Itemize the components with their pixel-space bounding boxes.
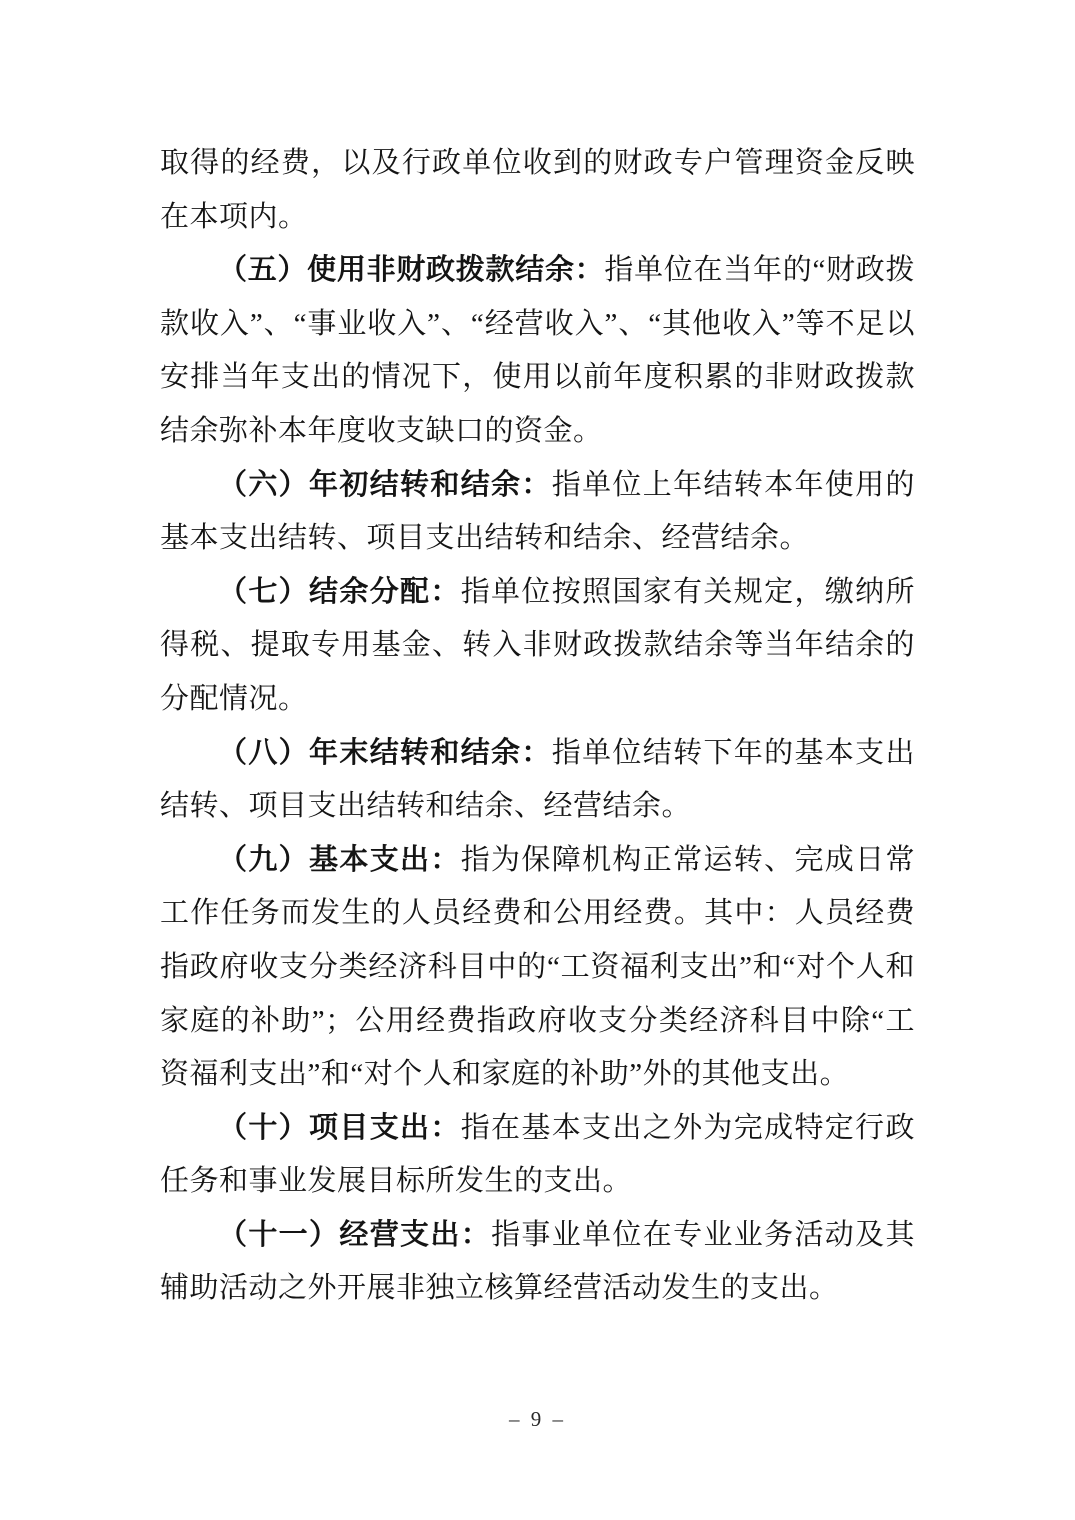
term-heading: （九）基本支出：: [218, 843, 461, 876]
paragraph-continuation: [160, 137, 915, 244]
paragraph-body: 取得的经费，以及行政单位收到的财政专户管理资金反映在本项内。: [160, 147, 915, 233]
paragraph-body: 指单位上年结转本年使用的基本支出结转、项目支出结转和结余、经营结余。: [160, 468, 915, 555]
page-number: – 9 –: [509, 1407, 566, 1431]
term-heading: （五）使用非财政拨款结余：: [218, 254, 605, 287]
paragraph-term-5: [160, 244, 915, 458]
paragraph-term-7: [160, 566, 915, 727]
term-heading: （十一）经营支出：: [218, 1218, 492, 1251]
term-heading: （八）年末结转和结余：: [218, 736, 552, 769]
page-footer: [0, 1404, 1075, 1434]
term-heading: （十）项目支出：: [218, 1111, 461, 1144]
paragraph-body: 指为保障机构正常运转、完成日常工作任务而发生的人员经费和公用经费。其中：人员经费指政府收支分类经济科目中的“工资福利支出”和“对个人和家庭的补助”；公用经费指政府收支分类经济科目中除“工资福利支出”和“对个人和家庭的补助”外的其他支出。: [160, 843, 915, 1091]
paragraph-term-10: [160, 1102, 915, 1209]
paragraph-body: 指单位在当年的“财政拨款收入”、“事业收入”、“经营收入”、“其他收入”等不足以安排当年支出的情况下，使用以前年度积累的非财政拨款结余弥补本年度收支缺口的资金。: [160, 254, 915, 447]
paragraph-term-8: [160, 727, 915, 834]
paragraph-term-11: [160, 1209, 915, 1316]
paragraph-term-6: [160, 459, 915, 566]
paragraph-term-9: [160, 834, 915, 1102]
text-content: [160, 137, 915, 1316]
paragraph-body: 指单位结转下年的基本支出结转、项目支出结转和结余、经营结余。: [160, 736, 915, 823]
term-heading: （六）年初结转和结余：: [218, 468, 552, 501]
paragraph-body: 指单位按照国家有关规定，缴纳所得税、提取专用基金、转入非财政拨款结余等当年结余的分配情况。: [160, 575, 915, 715]
term-heading: （七）结余分配：: [218, 575, 461, 608]
paragraph-body: 指在基本支出之外为完成特定行政任务和事业发展目标所发生的支出。: [160, 1111, 915, 1198]
paragraph-body: 指事业单位在专业业务活动及其辅助活动之外开展非独立核算经营活动发生的支出。: [160, 1218, 915, 1305]
